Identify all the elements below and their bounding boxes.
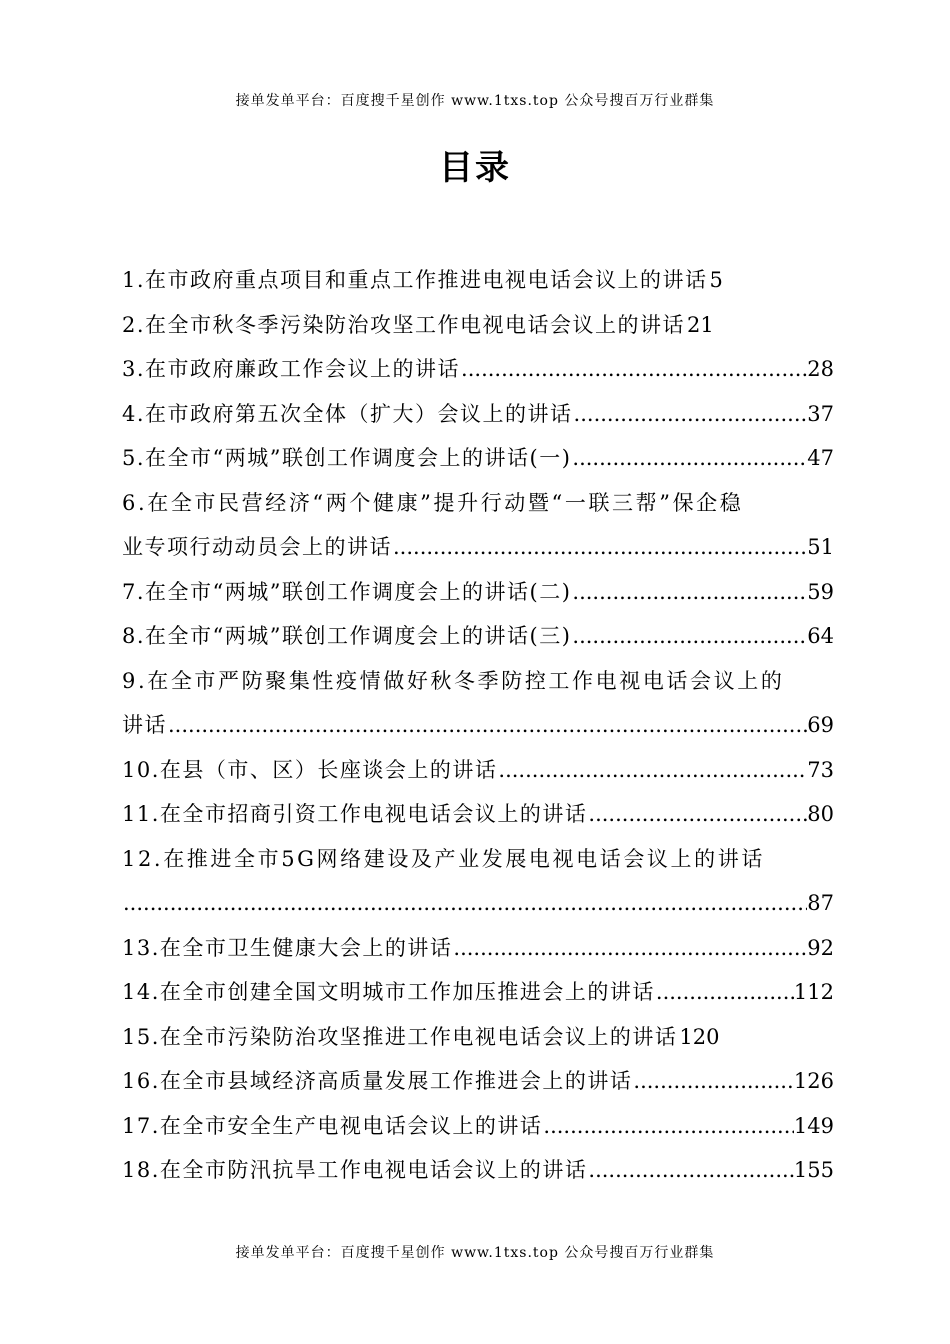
toc-entry-line — [122, 481, 834, 526]
toc-page-number: 28 — [807, 357, 834, 381]
toc-page-number: 112 — [793, 980, 834, 1004]
page-title: 目录 — [439, 148, 511, 188]
toc-entry-title: 11.在全市招商引资工作电视电话会议上的讲话 — [122, 802, 588, 826]
toc-leader-dots — [588, 792, 807, 837]
toc-entry-line — [122, 659, 834, 704]
toc-entry-line — [122, 926, 834, 971]
toc-page-number: 51 — [807, 535, 834, 559]
toc-entry-title: 16.在全市县域经济高质量发展工作推进会上的讲话 — [122, 1069, 633, 1093]
toc-page-number: 87 — [807, 891, 834, 915]
toc-page-number: 64 — [807, 624, 834, 648]
toc-leader-dots — [572, 436, 807, 481]
toc-entry-line — [122, 970, 834, 1015]
toc-page-number: 155 — [793, 1158, 834, 1182]
toc-entry-line — [122, 347, 834, 392]
toc-leader-dots — [498, 748, 807, 793]
toc-leader-dots — [588, 1148, 794, 1193]
toc-entry-line — [122, 258, 834, 303]
toc-entry-line — [122, 881, 834, 926]
toc-leader-dots — [543, 1104, 794, 1149]
toc-entry-line — [122, 1104, 834, 1149]
toc-entry-title: 15.在全市污染防治攻坚推进工作电视电话会议上的讲话 — [122, 1024, 678, 1049]
toc-entry-line — [122, 436, 834, 481]
toc-leader-dots — [453, 926, 807, 971]
toc-entry-title: 2.在全市秋冬季污染防治攻坚工作电视电话会议上的讲话 — [122, 312, 686, 337]
toc-entry-line — [122, 570, 834, 615]
toc-entry-line — [122, 837, 834, 882]
toc-entry-title: 14.在全市创建全国文明城市工作加压推进会上的讲话 — [122, 980, 655, 1004]
toc-entry-line — [122, 748, 834, 793]
toc-entry-title: 6.在全市民营经济“两个健康”提升行动暨“一联三帮”保企稳 — [122, 490, 744, 515]
toc-page-number: 69 — [807, 713, 834, 737]
toc-entry-title: 18.在全市防汛抗旱工作电视电话会议上的讲话 — [122, 1158, 588, 1182]
toc-leader-dots — [574, 392, 808, 437]
toc-entry-line — [122, 392, 834, 437]
toc-entry-line — [122, 1059, 834, 1104]
toc-page-number: 120 — [679, 1024, 720, 1049]
toc-leader-dots — [572, 570, 807, 615]
toc-entry-title: 3.在市政府廉政工作会议上的讲话 — [122, 357, 461, 381]
toc-entry-title: 7.在全市“两城”联创工作调度会上的讲话(二) — [122, 579, 572, 604]
toc-leader-dots — [123, 881, 807, 926]
toc-page-number: 5 — [709, 268, 723, 292]
toc-page-number: 37 — [807, 401, 834, 426]
toc-entry-title: 讲话 — [122, 713, 167, 737]
toc-page-number: 149 — [793, 1113, 834, 1138]
toc-entry-title: 17.在全市安全生产电视电话会议上的讲话 — [122, 1113, 543, 1138]
toc-leader-dots — [572, 614, 807, 659]
toc-entry-title: 业专项行动动员会上的讲话 — [122, 535, 392, 559]
toc-leader-dots — [168, 703, 807, 748]
page-footer: 接单发单平台：百度搜千星创作 www.1txs.top 公众号搜百万行业群集 — [235, 1245, 715, 1261]
toc-page-number: 47 — [807, 446, 834, 470]
toc-leader-dots — [656, 970, 794, 1015]
toc-page-number: 92 — [807, 935, 834, 960]
toc-entry-title: 1.在市政府重点项目和重点工作推进电视电话会议上的讲话 — [122, 268, 708, 292]
toc-leader-dots — [461, 347, 807, 392]
toc-entry-title: 8.在全市“两城”联创工作调度会上的讲话(三) — [122, 624, 572, 648]
toc-entry-line — [122, 525, 834, 570]
toc-entry-line — [122, 1148, 834, 1193]
toc-leader-dots — [633, 1059, 794, 1104]
toc-entry-line — [122, 703, 834, 748]
toc-entry-title: 5.在全市“两城”联创工作调度会上的讲话(一) — [122, 446, 572, 470]
toc-entry-title: 4.在市政府第五次全体（扩大）会议上的讲话 — [122, 401, 573, 426]
toc-entry-line — [122, 1015, 834, 1060]
toc-page-number: 73 — [807, 757, 834, 782]
toc-entry-line — [122, 614, 834, 659]
toc-entry-line — [122, 792, 834, 837]
toc-entry-title: 9.在全市严防聚集性疫情做好秋冬季防控工作电视电话会议上的 — [122, 668, 785, 693]
toc-entry-title: 13.在全市卫生健康大会上的讲话 — [122, 935, 453, 960]
toc-page-number: 126 — [793, 1069, 834, 1093]
table-of-contents — [122, 258, 834, 1193]
toc-leader-dots — [393, 525, 807, 570]
toc-entry-title: 10.在县（市、区）长座谈会上的讲话 — [122, 757, 498, 782]
toc-entry-title: 12.在推进全市5G网络建设及产业发展电视电话会议上的讲话 — [122, 846, 765, 871]
toc-page-number: 59 — [807, 579, 834, 604]
toc-entry-line — [122, 303, 834, 348]
page-header: 接单发单平台：百度搜千星创作 www.1txs.top 公众号搜百万行业群集 — [235, 93, 715, 109]
toc-page-number: 21 — [687, 312, 714, 337]
toc-page-number: 80 — [807, 802, 834, 826]
